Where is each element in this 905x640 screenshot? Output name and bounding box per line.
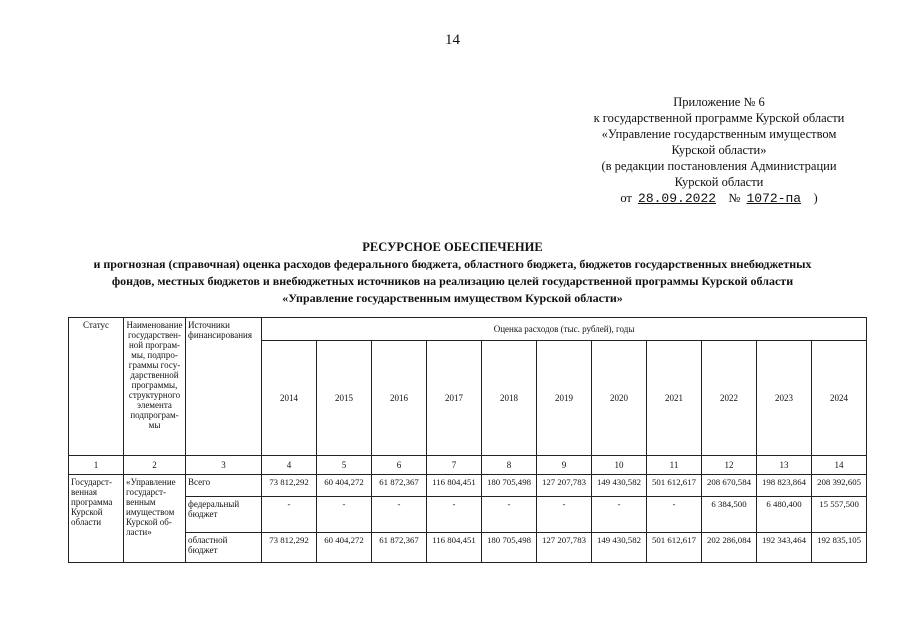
appendix-line: «Управление государственным имуществом — [601, 127, 837, 141]
heading-line: «Управление государственным имуществом Курской области» — [282, 291, 623, 305]
value-cell: - — [482, 497, 537, 533]
appendix-line: Курской области — [674, 175, 764, 189]
value-cell: 60 404,272 — [317, 533, 372, 563]
value-cell: 127 207,783 — [537, 475, 592, 497]
order-line — [584, 190, 854, 207]
value-cell: 192 343,464 — [757, 533, 812, 563]
page-number: 14 — [445, 32, 460, 48]
value-cell: 116 804,451 — [427, 533, 482, 563]
value-cell: 198 823,864 — [757, 475, 812, 497]
year-header: 2023 — [757, 341, 812, 456]
value-cell: - — [427, 497, 482, 533]
column-number: 6 — [372, 456, 427, 475]
header-name: Наименование государствен-ной програм-мы, подпро-граммы госу-дарственной программы, структурного элемента подпрограм-мы — [124, 318, 186, 456]
year-header: 2021 — [647, 341, 702, 456]
column-number: 11 — [647, 456, 702, 475]
heading-title: РЕСУРСНОЕ ОБЕСПЕЧЕНИЕ — [362, 240, 543, 254]
year-header: 2022 — [702, 341, 757, 456]
source-cell: федеральный бюджет — [186, 497, 262, 533]
heading-line: фондов, местных бюджетов и внебюджетных источников на реализацию целей государственной программы Курской области — [111, 274, 794, 288]
year-header: 2018 — [482, 341, 537, 456]
header-estimate: Оценка расходов (тыс. рублей), годы — [262, 318, 867, 341]
value-cell: 6 480,400 — [757, 497, 812, 533]
year-header: 2014 — [262, 341, 317, 456]
year-header: 2019 — [537, 341, 592, 456]
column-number: 2 — [124, 456, 186, 475]
year-header: 2016 — [372, 341, 427, 456]
year-header: 2020 — [592, 341, 647, 456]
program-name-cell: «Управление государст-венным имуществом Курской об-ласти» — [124, 475, 186, 563]
closing-paren: ) — [813, 191, 818, 205]
value-cell: 149 430,582 — [592, 533, 647, 563]
value-cell: 61 872,367 — [372, 475, 427, 497]
value-cell: 208 670,584 — [702, 475, 757, 497]
column-number: 14 — [812, 456, 867, 475]
value-cell: 501 612,617 — [647, 533, 702, 563]
status-cell: Государст-венная программа Курской области — [69, 475, 124, 563]
source-cell: Всего — [186, 475, 262, 497]
value-cell: - — [262, 497, 317, 533]
from-label: от — [620, 191, 632, 205]
value-cell: 73 812,292 — [262, 533, 317, 563]
table-row-federal — [69, 497, 867, 533]
column-number: 13 — [757, 456, 812, 475]
document-heading — [40, 239, 865, 307]
value-cell: 61 872,367 — [372, 533, 427, 563]
value-cell: 180 705,498 — [482, 533, 537, 563]
column-number: 7 — [427, 456, 482, 475]
value-cell: - — [372, 497, 427, 533]
column-number: 5 — [317, 456, 372, 475]
value-cell: 60 404,272 — [317, 475, 372, 497]
value-cell: - — [592, 497, 647, 533]
value-cell: 6 384,500 — [702, 497, 757, 533]
column-number: 1 — [69, 456, 124, 475]
year-header: 2017 — [427, 341, 482, 456]
number-label: № — [728, 191, 741, 205]
column-number: 8 — [482, 456, 537, 475]
column-number: 3 — [186, 456, 262, 475]
order-number: 1072-па — [746, 191, 802, 206]
value-cell: 15 557,500 — [812, 497, 867, 533]
column-number: 9 — [537, 456, 592, 475]
value-cell: 202 286,084 — [702, 533, 757, 563]
table-row-regional — [69, 533, 867, 563]
value-cell: 116 804,451 — [427, 475, 482, 497]
resources-table — [68, 317, 867, 563]
table-row-total — [69, 475, 867, 497]
year-header: 2024 — [812, 341, 867, 456]
order-date: 28.09.2022 — [638, 191, 717, 206]
value-cell: 73 812,292 — [262, 475, 317, 497]
column-number: 4 — [262, 456, 317, 475]
appendix-line: (в редакции постановления Администрации — [601, 159, 837, 173]
year-header: 2015 — [317, 341, 372, 456]
heading-line: и прогнозная (справочная) оценка расходов федерального бюджета, областного бюджета, бюджетов государственных внебюджетных — [93, 257, 812, 271]
value-cell: - — [317, 497, 372, 533]
appendix-line: Курской области» — [671, 143, 767, 157]
value-cell: 180 705,498 — [482, 475, 537, 497]
appendix-block — [584, 94, 854, 207]
column-number: 10 — [592, 456, 647, 475]
value-cell: 208 392,605 — [812, 475, 867, 497]
column-number-row — [69, 456, 867, 475]
column-number: 12 — [702, 456, 757, 475]
value-cell: 501 612,617 — [647, 475, 702, 497]
header-sources: Источники финансирования — [186, 318, 262, 456]
value-cell: - — [647, 497, 702, 533]
value-cell: 127 207,783 — [537, 533, 592, 563]
source-cell: областной бюджет — [186, 533, 262, 563]
value-cell: 192 835,105 — [812, 533, 867, 563]
value-cell: - — [537, 497, 592, 533]
appendix-line: Приложение № 6 — [673, 95, 765, 109]
header-status: Статус — [69, 318, 124, 456]
appendix-line: к государственной программе Курской области — [593, 111, 845, 125]
value-cell: 149 430,582 — [592, 475, 647, 497]
